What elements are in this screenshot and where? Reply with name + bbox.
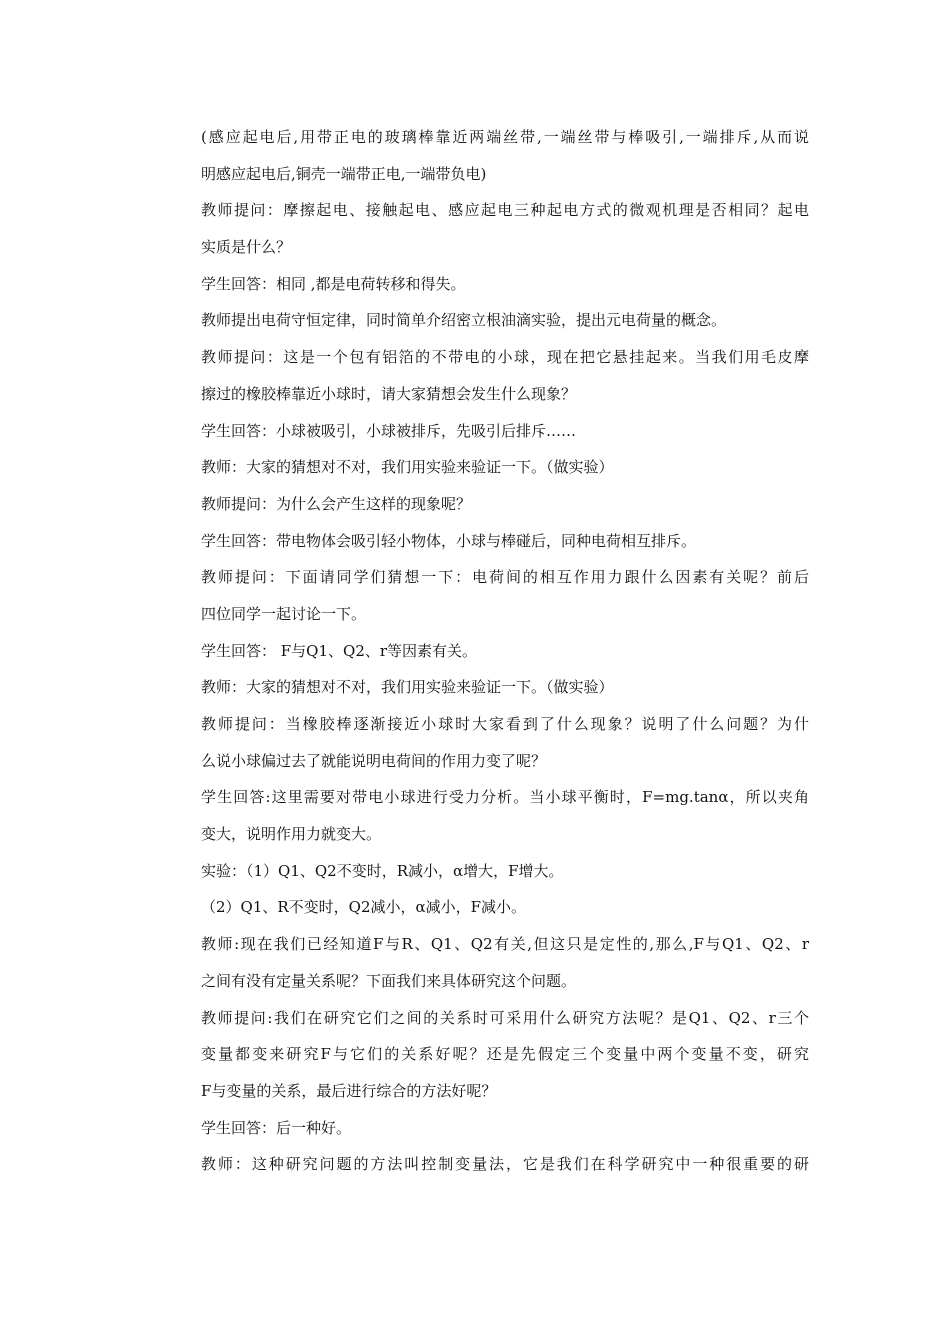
text-line: 之间有没有定量关系呢？下面我们来具体研究这个问题。 — [201, 971, 577, 990]
text-line: 教师：大家的猜想对不对，我们用实验来验证一下。（做实验） — [201, 458, 614, 477]
text-line: 学生回答：带电物体会吸引轻小物体，小球与棒碰后，同种电荷相互排斥。 — [201, 531, 697, 550]
text-line: 教师提问:我们在研究它们之间的关系时可采用什么研究方法呢？是Q1、Q2、r三个 — [201, 1008, 809, 1027]
text-line: 教师：大家的猜想对不对，我们用实验来验证一下。（做实验） — [201, 678, 614, 697]
text-line: 么说小球偏过去了就能说明电荷间的作用力变了呢？ — [201, 751, 547, 770]
text-line: 教师提问：摩擦起电、接触起电、感应起电三种起电方式的微观机理是否相同？起电 — [201, 201, 809, 220]
text-line: F与变量的关系，最后进行综合的方法好呢？ — [201, 1081, 497, 1100]
text-line: 教师提问：为什么会产生这样的现象呢？ — [201, 494, 472, 513]
text-line: 变量都变来研究F与它们的关系好呢？还是先假定三个变量中两个变量不变，研究 — [201, 1045, 809, 1064]
text-line: 教师提问：当橡胶棒逐渐接近小球时大家看到了什么现象？说明了什么问题？为什 — [201, 715, 809, 733]
text-line: 明感应起电后,铜壳一端带正电,一端带负电) — [201, 164, 487, 183]
document-body — [201, 122, 809, 1186]
text-line: 变大，说明作用力就变大。 — [201, 825, 382, 844]
text-line: 学生回答： F与Q1、Q2、r等因素有关。 — [201, 641, 478, 660]
text-line: 教师提问：下面请同学们猜想一下：电荷间的相互作用力跟什么因素有关呢？前后 — [201, 568, 809, 587]
text-line: 教师提问：这是一个包有铝箔的不带电的小球，现在把它悬挂起来。当我们用毛皮摩 — [201, 348, 809, 367]
text-line: 实验：（1）Q1、Q2不变时，R减小，α增大，F增大。 — [201, 861, 564, 880]
text-line: （2）Q1、R不变时，Q2减小，α减小，F减小。 — [201, 898, 527, 917]
text-line: 实质是什么？ — [201, 238, 292, 257]
text-line: 学生回答:这里需要对带电小球进行受力分析。当小球平衡时，F=mg.tanα，所以夹角 — [201, 788, 809, 807]
text-line: (感应起电后,用带正电的玻璃棒靠近两端丝带,一端丝带与棒吸引,一端排斥,从而说 — [201, 128, 809, 146]
text-line: 教师：这种研究问题的方法叫控制变量法，它是我们在科学研究中一种很重要的研 — [201, 1155, 809, 1174]
text-line: 四位同学一起讨论一下。 — [201, 604, 367, 623]
text-line: 学生回答：相同 ,都是电荷转移和得失。 — [201, 274, 466, 293]
text-line: 学生回答：小球被吸引，小球被排斥，先吸引后排斥…… — [201, 421, 577, 440]
text-line: 学生回答：后一种好。 — [201, 1118, 352, 1137]
text-line: 教师:现在我们已经知道F与R、Q1、Q2有关,但这只是定性的,那么,F与Q1、Q2、r — [201, 935, 809, 954]
text-line: 教师提出电荷守恒定律，同时简单介绍密立根油滴实验，提出元电荷量的概念。 — [201, 311, 727, 330]
text-line: 擦过的橡胶棒靠近小球时，请大家猜想会发生什么现象？ — [201, 384, 577, 403]
